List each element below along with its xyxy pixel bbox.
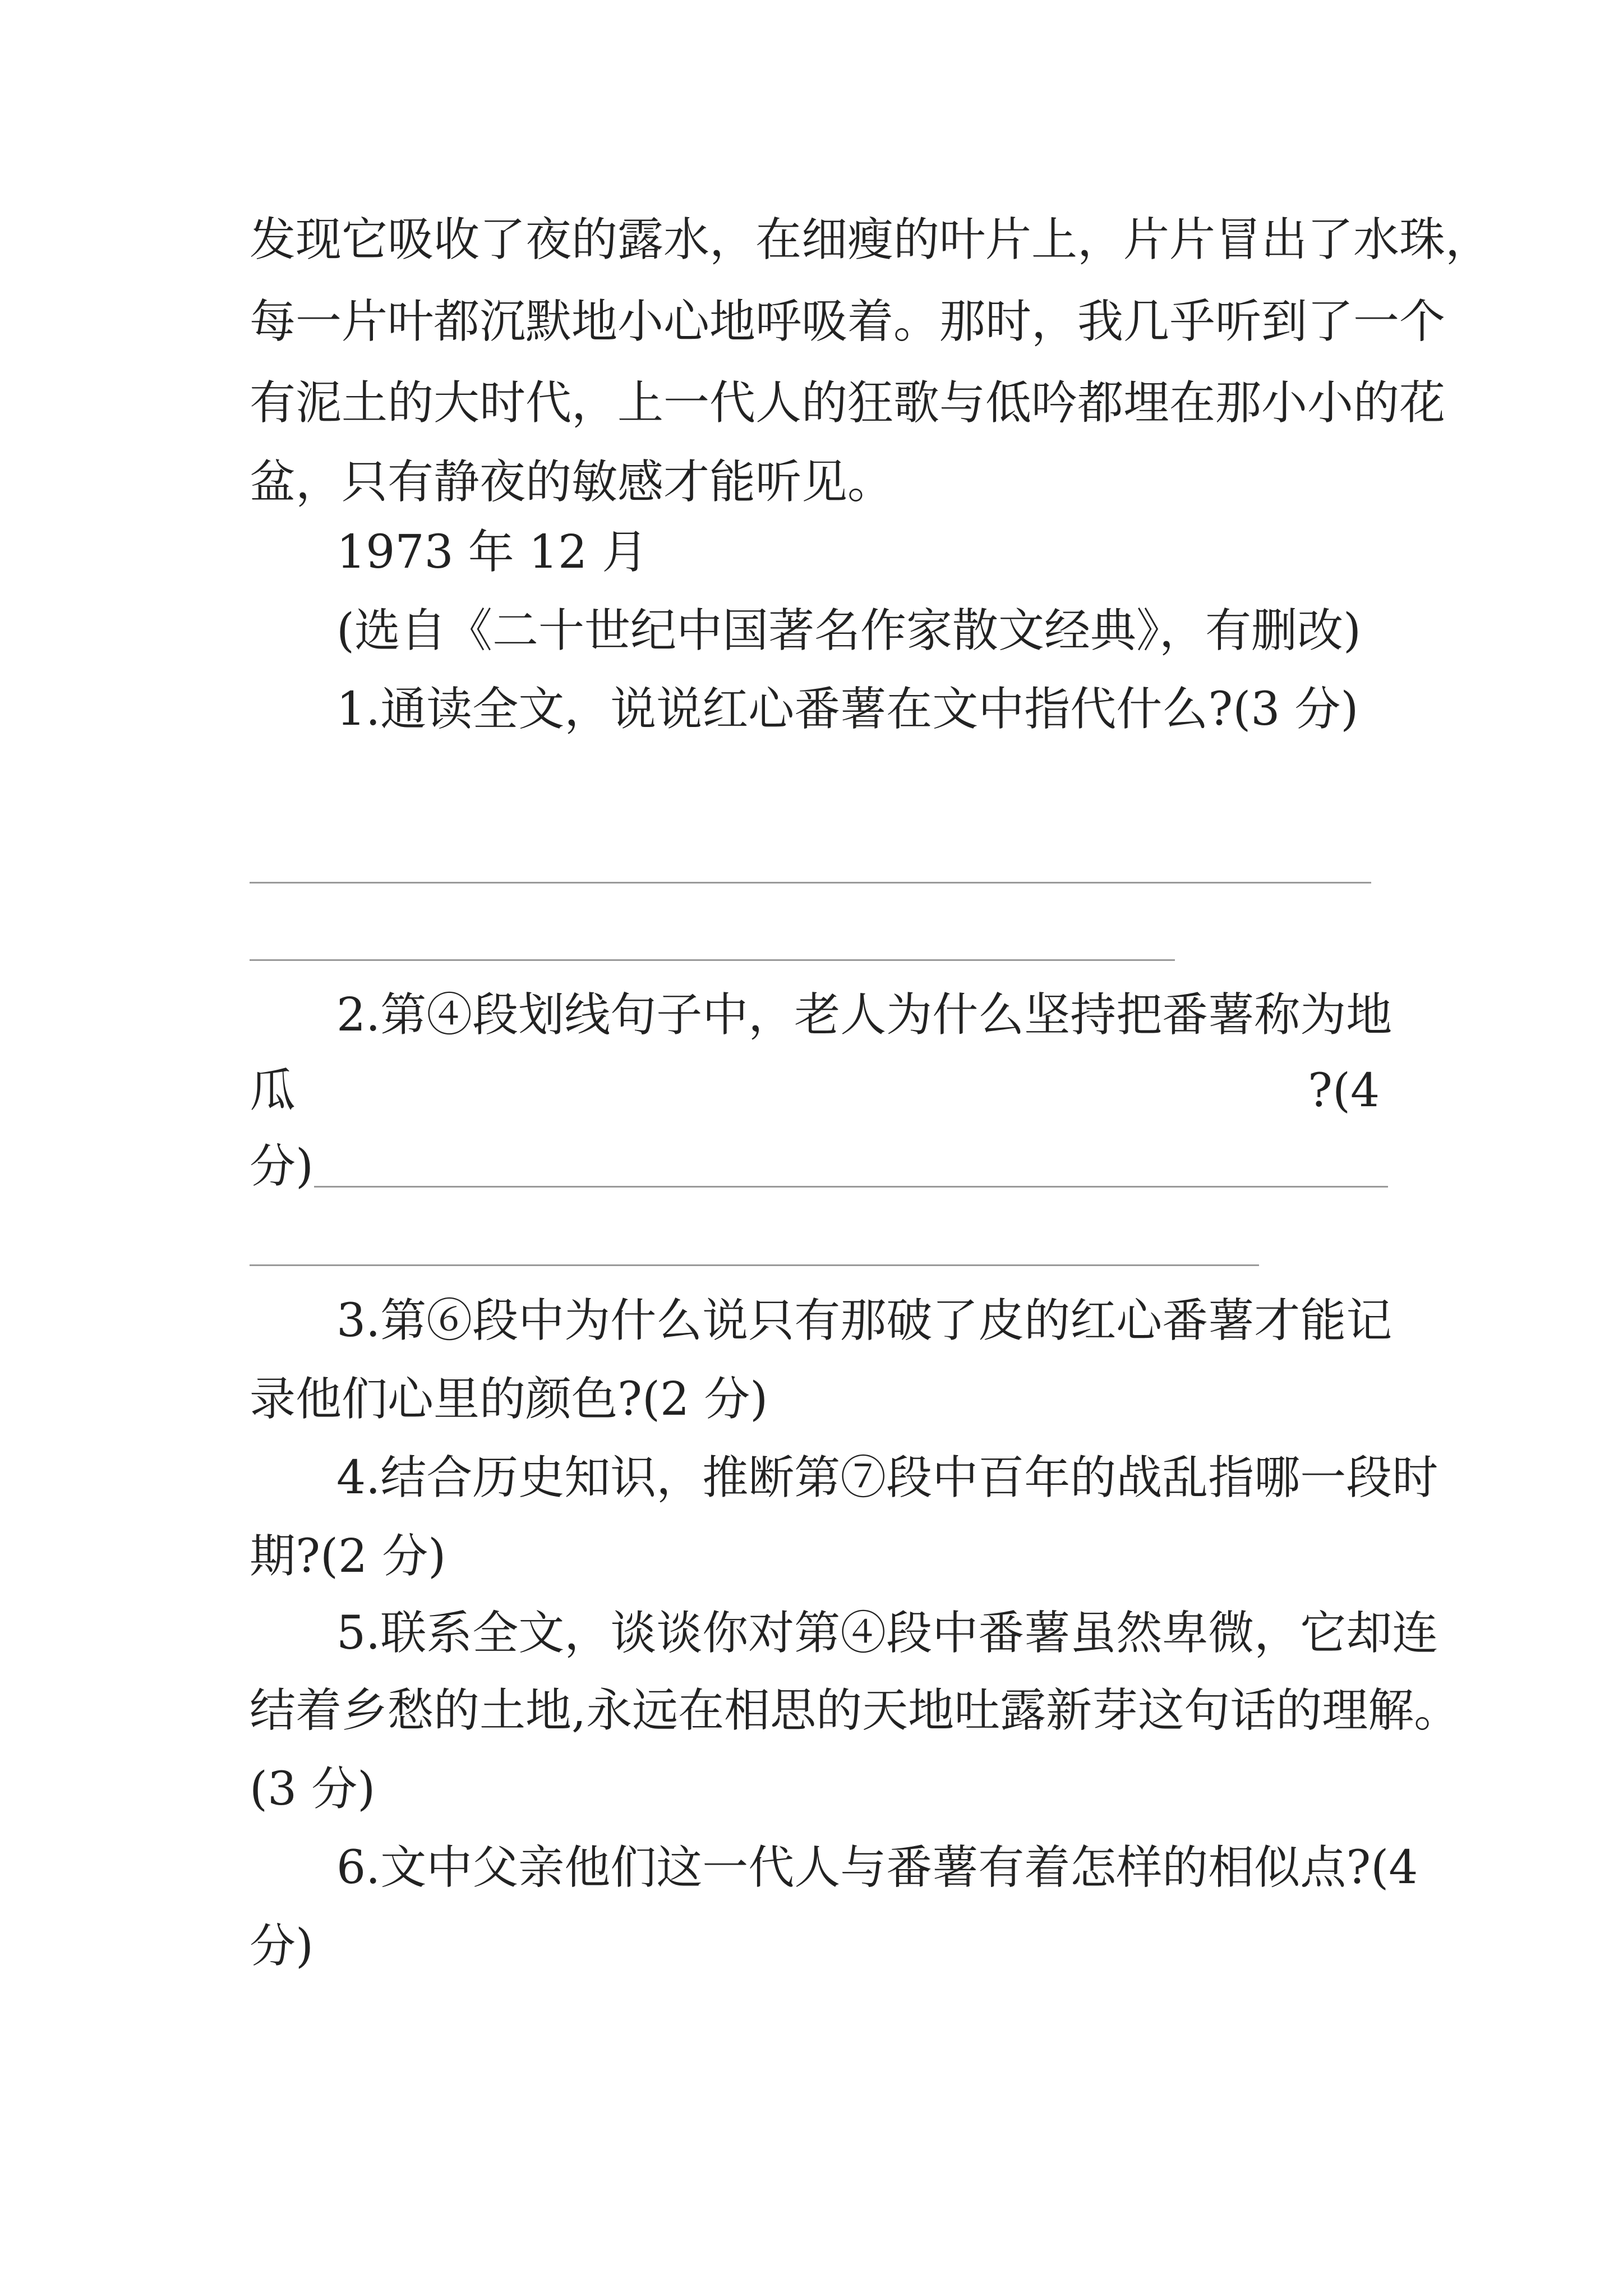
passage-line-4: 盆，只有静夜的敏感才能听见。: [250, 455, 894, 509]
passage-line-3: 有泥土的大时代，上一代人的狂歌与低吟都埋在那小小的花: [250, 376, 1446, 430]
question-3-line-2: 录他们心里的颜色?(2 分): [250, 1373, 768, 1426]
question-6-line-1: 6.文中父亲他们这一代人与番薯有着怎样的相似点?(4: [336, 1841, 1418, 1894]
passage-date: 1973 年 12 月: [336, 526, 648, 579]
question-2-line-2-right: ?(4: [1308, 1064, 1380, 1117]
passage-source: (选自《二十世纪中国著名作家散文经典》，有删改): [336, 604, 1361, 657]
question-3-line-1: 3.第⑥段中为什么说只有那破了皮的红心番薯才能记: [336, 1294, 1393, 1347]
question-6-line-2: 分): [250, 1920, 313, 1973]
question-4-line-2: 期?(2 分): [250, 1530, 446, 1583]
passage-line-2: 每一片叶都沉默地小心地呼吸着。那时，我几乎听到了一个: [250, 295, 1446, 348]
answer-line-1b: [250, 959, 1175, 961]
question-2-line-3: 分): [250, 1140, 313, 1193]
question-5-line-1: 5.联系全文，谈谈你对第④段中番薯虽然卑微，它却连: [336, 1607, 1438, 1660]
answer-line-2a: [314, 1186, 1388, 1188]
question-1: 1.通读全文，说说红心番薯在文中指代什么?(3 分): [336, 683, 1359, 736]
answer-line-2b: [250, 1264, 1259, 1266]
passage-line-1: 发现它吸收了夜的露水，在细瘦的叶片上，片片冒出了水珠，: [250, 213, 1492, 266]
question-2-line-1: 2.第④段划线句子中，老人为什么坚持把番薯称为地: [336, 988, 1393, 1042]
question-5-line-3: (3 分): [250, 1763, 376, 1816]
question-4-line-1: 4.结合历史知识，推断第⑦段中百年的战乱指哪一段时: [336, 1451, 1438, 1504]
answer-line-1a: [250, 882, 1371, 884]
question-2-line-2-left: 瓜: [250, 1064, 296, 1117]
question-5-line-2: 结着乡愁的土地,永远在相思的天地吐露新芽这句话的理解。: [250, 1684, 1460, 1737]
